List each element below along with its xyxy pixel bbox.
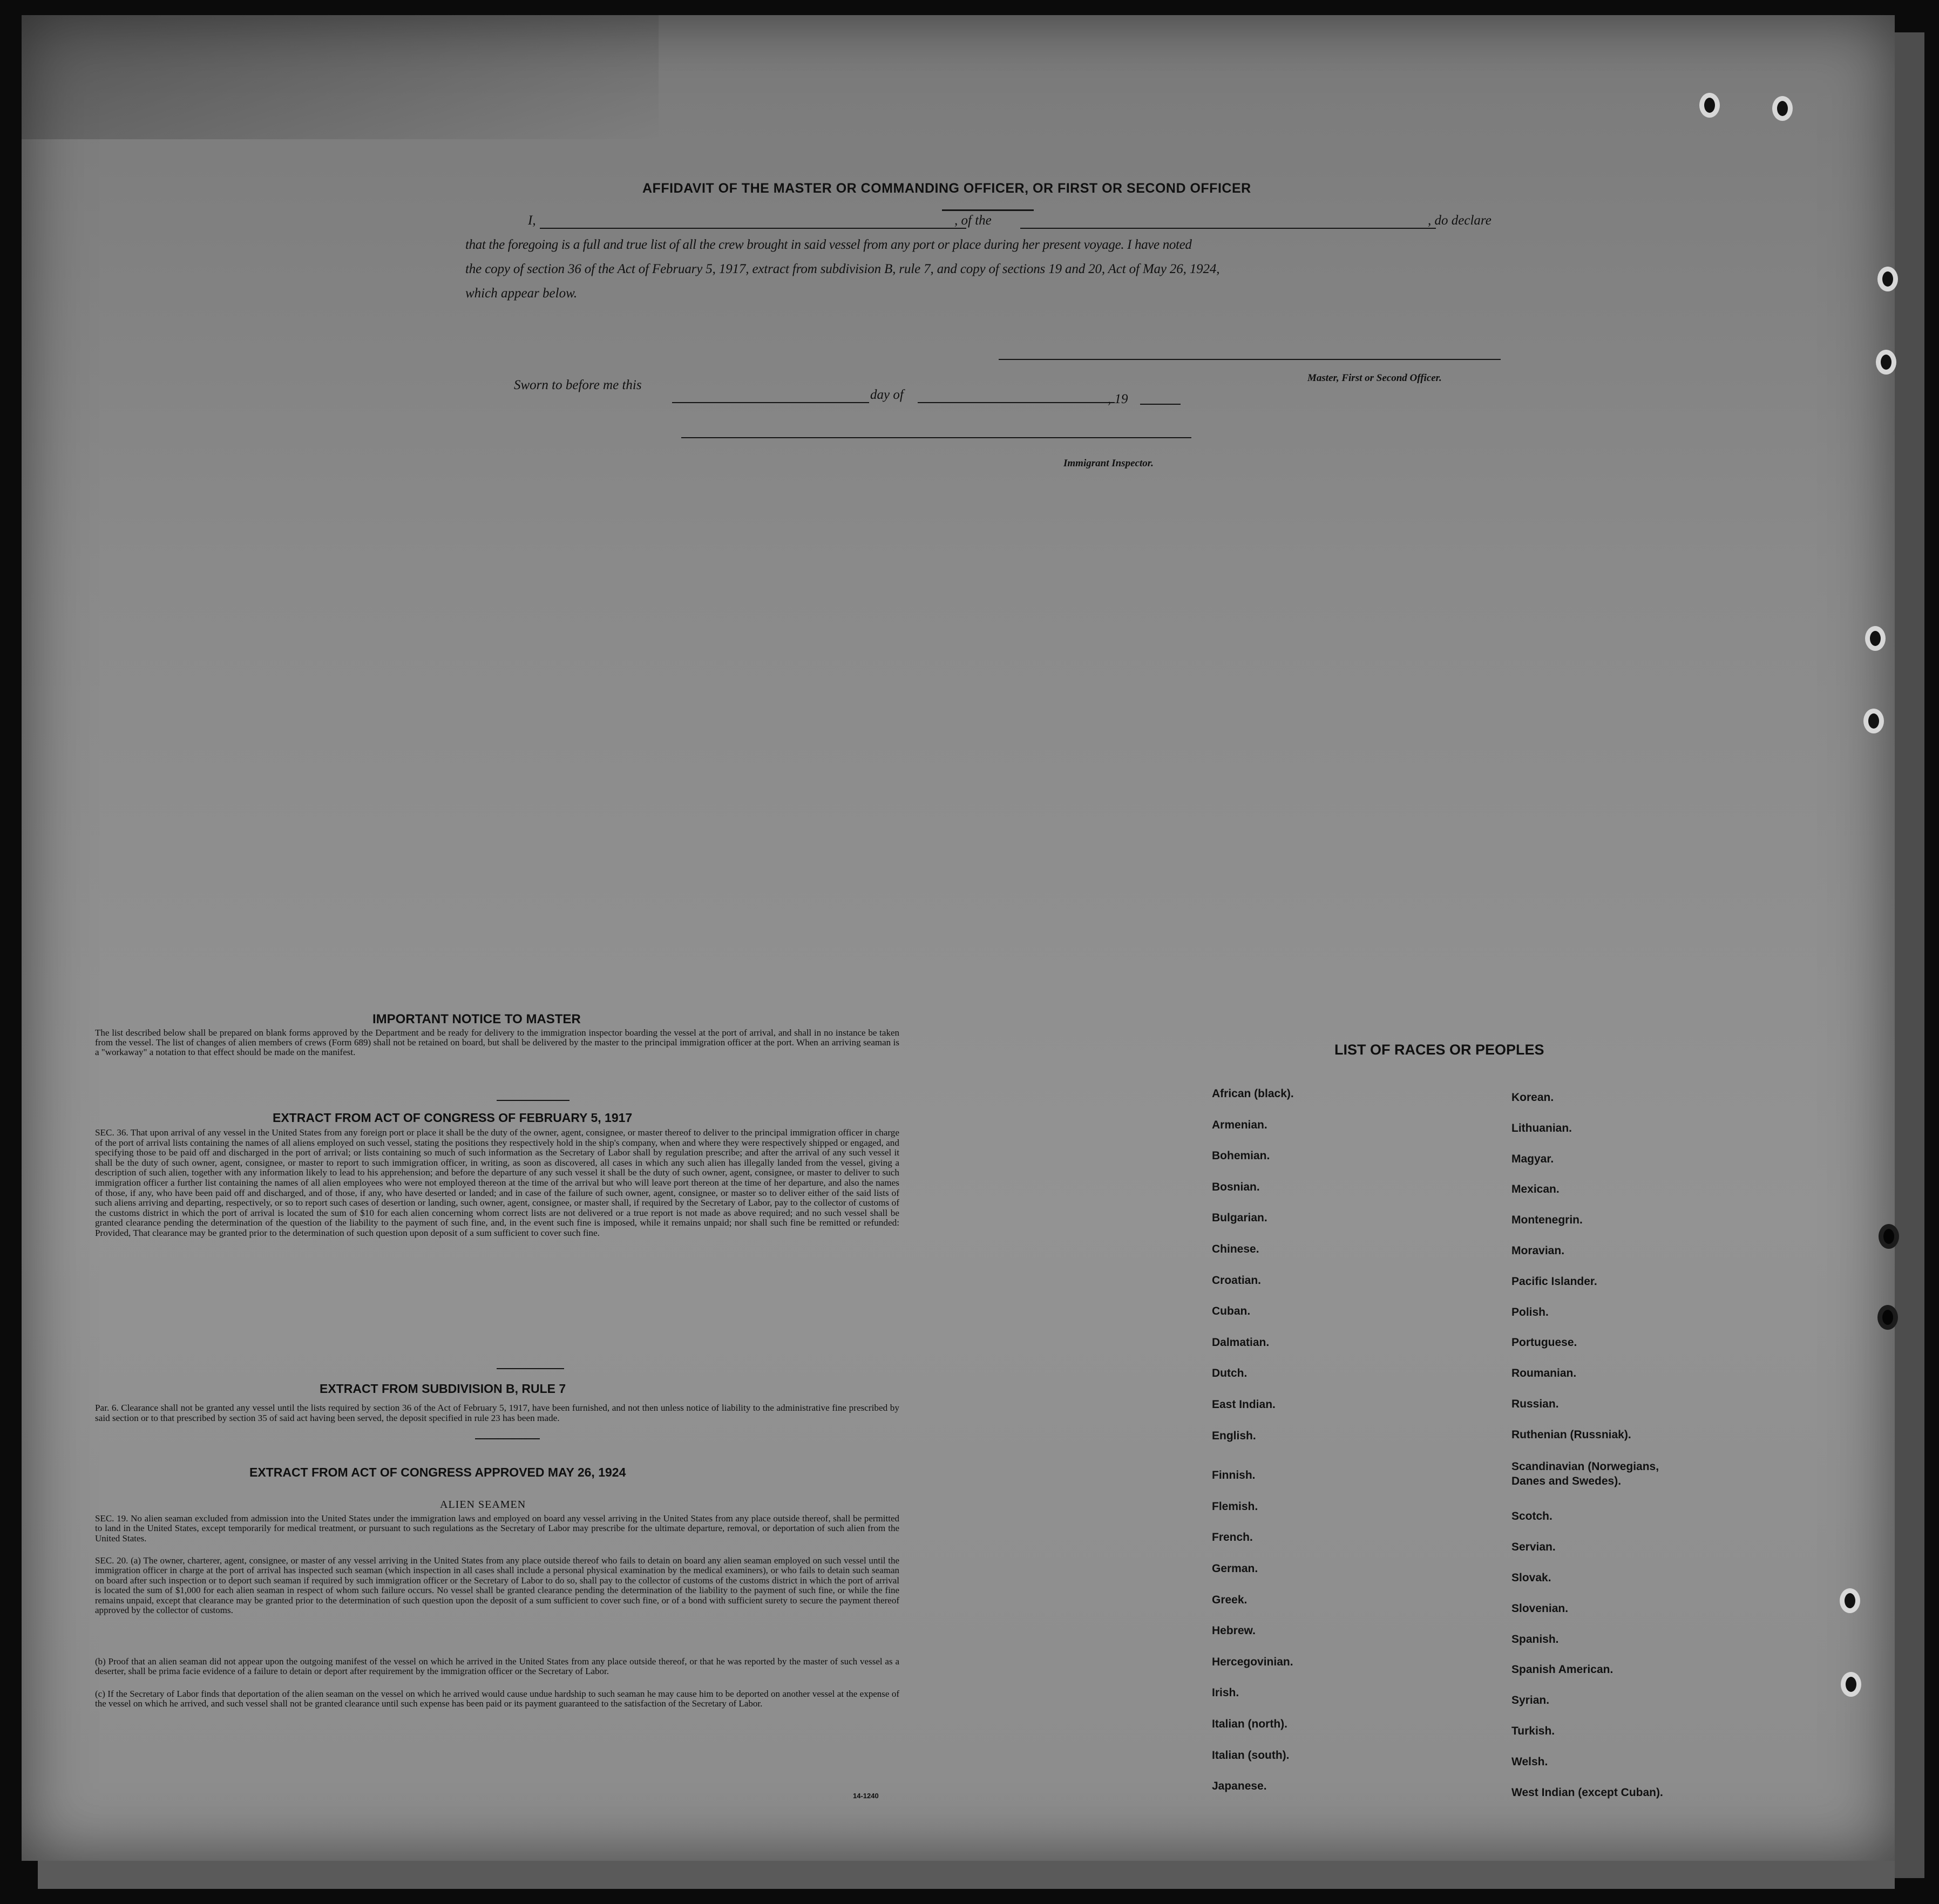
inspector-signature-line (681, 437, 1191, 438)
race-item: Croatian. (1212, 1274, 1262, 1287)
notice-title: IMPORTANT NOTICE TO MASTER (372, 1012, 581, 1026)
binder-hole-right-6 (1877, 1305, 1898, 1330)
affidavit-title: AFFIDAVIT OF THE MASTER OR COMMANDING OFFICER, OR FIRST OR SECOND OFFICER (642, 181, 1251, 196)
race-item: Slovenian. (1511, 1602, 1569, 1615)
race-item: African (black). (1212, 1087, 1294, 1100)
binder-hole-right-3 (1865, 626, 1886, 651)
race-item: Korean. (1511, 1091, 1554, 1104)
sworn-label: Sworn to before me this (514, 378, 642, 392)
race-item: West Indian (except Cuban). (1511, 1786, 1663, 1799)
year-label: , 19 (1108, 392, 1128, 406)
race-item: English. (1212, 1429, 1256, 1442)
rule-7-divider (475, 1438, 540, 1439)
form-number: 14-1240 (853, 1792, 879, 1800)
race-item: Hebrew. (1212, 1624, 1256, 1637)
race-item: Magyar. (1511, 1152, 1554, 1165)
race-item: Servian. (1511, 1541, 1556, 1554)
affidavit-line-3: which appear below. (465, 286, 578, 301)
race-item: Montenegrin. (1511, 1214, 1583, 1227)
binder-hole-right-1 (1877, 267, 1898, 291)
affidavit-of-the: , of the (954, 213, 992, 228)
binder-hole-right-4 (1863, 709, 1884, 733)
binder-hole-right-2 (1876, 350, 1896, 375)
races-title: LIST OF RACES OR PEOPLES (1334, 1042, 1544, 1058)
race-item: Moravian. (1511, 1245, 1565, 1257)
race-item: Hercegovinian. (1212, 1655, 1293, 1668)
race-item: Turkish. (1511, 1725, 1555, 1737)
race-item: Russian. (1511, 1398, 1559, 1410)
race-item: Roumanian. (1511, 1367, 1577, 1380)
binder-hole-top-2 (1772, 96, 1793, 121)
affidavit-do-declare: , do declare (1428, 213, 1491, 228)
rule-7-body: Par. 6. Clearance shall not be granted any vessel until the lists required by section 36 of the Act of February 5, 1917, have been furnished, and not then unless notice of liability to the administrative fine prescribed by said section or to that prescribed by section 35 of said act having been served, the deposit specified in rule 23 has been made. (95, 1403, 899, 1423)
master-label: Master, First or Second Officer. (1307, 372, 1442, 384)
notice-divider (497, 1100, 570, 1101)
binder-hole-right-5 (1879, 1224, 1899, 1249)
race-item: Greek. (1212, 1593, 1248, 1606)
race-item: Pacific Islander. (1511, 1275, 1597, 1288)
title-underline (942, 209, 1034, 211)
extract-1917-title: EXTRACT FROM ACT OF CONGRESS OF FEBRUARY 5, 1917 (273, 1111, 633, 1125)
day-of-label: day of (870, 387, 904, 402)
sec-19-body: SEC. 19. No alien seaman excluded from admission into the United States under the immigration laws and employed on board any vessel arriving in the United States from any place outside thereof, shall be permitted to land in the United States, except temporarily for medical treatment, or pursuant to such regulations as the Secretary of Labor may prescribe for the ultimate departure, removal, or deportation of such alien from the United States. (95, 1513, 899, 1543)
race-item: Cuban. (1212, 1305, 1251, 1318)
vessel-blank-line (1020, 228, 1436, 229)
race-item: Italian (north). (1212, 1718, 1287, 1730)
race-item: Ruthenian (Russniak). (1511, 1428, 1631, 1441)
binder-hole-right-8 (1841, 1672, 1861, 1697)
extract-1917-body: SEC. 36. That upon arrival of any vessel in the United States from any foreign port or place it shall be the duty of the owner, agent, consignee, or master thereof to deliver to the principal immigration officer in charge of the port of arrival lists containing the names of all aliens employed on such vessel, stating the positions they respectively hold in the ship's company, when and where they were respectively shipped or engaged, and specifying those to be paid off and discharged in the port of arrival; or lists containing so much of such information as the Secretary of Labor shall by regulation prescribe; and after the arrival of any such vessel it shall be the duty of such owner, agent, consignee, or master to report to such immigration officer, in writing, as soon as discovered, all cases in which any such alien has illegally landed from the vessel, giving a description of such alien, together with any information likely to lead to his apprehension; and before the departure of any such vessel it shall be the duty of such owner, agent, consignee, or master to deliver to such immigration officer a further list containing the names of all alien employees who were not employed thereon at the time of the arrival but who will leave port thereon at the time of her departure, and also the names of those, if any, who have been paid off and discharged, and of those, if any, who have deserted or landed; and in case of the failure of such owner, agent, consignee, or master so to deliver either of the said lists of such aliens arriving and departing, respectively, or so to report such cases of desertion or landing, such owner, agent, consignee, or master shall, if required by the Secretary of Labor, pay to the collector of customs of the customs district in which the port of arrival is located the sum of $10 for each alien concerning whom correct lists are not delivered or a true report is not made as above required; and no such vessel shall be granted clearance pending the determination of the question of the liability to the payment of such fine, and, in the event such fine is imposed, while it remains unpaid; nor shall such fine be remitted or refunded: Provided, That clearance may be granted prior to the determination of such question upon deposit of a sum sufficient to cover such fine. (95, 1127, 899, 1238)
inspector-label: Immigrant Inspector. (1063, 458, 1154, 469)
race-item: Polish. (1511, 1305, 1549, 1318)
race-item: Irish. (1212, 1687, 1239, 1699)
race-item: Italian (south). (1212, 1749, 1290, 1762)
affidavit-line-2: the copy of section 36 of the Act of February 5, 1917, extract from subdivision B, rule 7, and copy of sections 19 and 20, Act of May 26, 1924, (465, 262, 1220, 276)
race-item: Lithuanian. (1511, 1121, 1572, 1134)
extract-1917-divider (497, 1368, 564, 1369)
race-item: Flemish. (1212, 1500, 1258, 1513)
race-item: Finnish. (1212, 1469, 1256, 1482)
underlying-sheet-bottom (38, 1857, 1895, 1889)
affidavit-i: I, (528, 213, 536, 228)
affidavit-line-1: that the foregoing is a full and true list of all the crew brought in said vessel from any port or place during her present voyage. I have noted (465, 237, 1192, 252)
rule-7-title: EXTRACT FROM SUBDIVISION B, RULE 7 (320, 1382, 566, 1396)
race-item: Spanish American. (1511, 1663, 1613, 1676)
binder-hole-right-7 (1840, 1588, 1860, 1613)
name-blank-line (540, 228, 966, 229)
race-item: Chinese. (1212, 1243, 1259, 1255)
race-item: Portuguese. (1511, 1336, 1577, 1349)
extract-1924-subtitle: ALIEN SEAMEN (440, 1499, 526, 1511)
master-signature-line (999, 359, 1501, 360)
race-item: Syrian. (1511, 1694, 1550, 1707)
race-item: Welsh. (1511, 1755, 1548, 1768)
binder-hole-top-1 (1699, 93, 1720, 118)
sec-20a-body: SEC. 20. (a) The owner, charterer, agent, consignee, or master of any vessel arriving in the United States from any place outside thereof who fails to detain on board any alien seaman employed on such vessel until the immigration officer in charge at the port of arrival has inspected such seaman (which inspection in all cases shall include a personal physical examination by the medical examiners), or who fails to detain such seaman on board after such inspection or to deport such seaman if required by such immigration officer or the Secretary of Labor to do so, shall pay to the collector of customs of the customs district in which the port of arrival is located the sum of $1,000 for each alien seaman in respect of whom such failure occurs. No vessel shall be granted clearance pending the determination of the liability to the payment of such fine, or while the fine remains unpaid, except that clearance may be granted prior to the determination of such question upon the deposit of a sum sufficient to cover such fine, or of a bond with sufficient surety to secure the payment thereof approved by the collector of customs. (95, 1555, 899, 1616)
sec-20b-body: (b) Proof that an alien seaman did not appear upon the outgoing manifest of the vessel on which he arrived in the United States from any place outside thereof, or that he was reported by the master of such vessel as a deserter, shall be prima facie evidence of a failure to detain or deport after requirement by the immigration officer or the Secretary of Labor. (95, 1656, 899, 1677)
sworn-month-line (918, 402, 1115, 403)
race-item: Scotch. (1511, 1510, 1552, 1523)
race-item: Mexican. (1511, 1183, 1560, 1196)
race-item: French. (1212, 1531, 1253, 1544)
race-item: Armenian. (1212, 1118, 1267, 1131)
sec-20c-body: (c) If the Secretary of Labor finds that deportation of the alien seaman on the vessel on which he arrived would cause undue hardship to such seaman he may cause him to be deported on another vessel at the expense of the vessel on which he arrived, and such vessel shall not be granted clearance until such expense has been paid or its payment guaranteed to the satisfaction of the Secretary of Labor. (95, 1689, 899, 1709)
year-blank-line (1140, 404, 1181, 405)
race-item: Dalmatian. (1212, 1336, 1270, 1349)
extract-1924-title: EXTRACT FROM ACT OF CONGRESS APPROVED MAY 26, 1924 (249, 1465, 626, 1479)
race-item: Bohemian. (1212, 1150, 1270, 1162)
page-fold-shadow (22, 15, 659, 139)
sworn-day-line (672, 402, 869, 403)
race-item: Spanish. (1511, 1633, 1559, 1645)
race-item: Bosnian. (1212, 1180, 1260, 1193)
race-item: Dutch. (1212, 1367, 1248, 1380)
notice-body: The list described below shall be prepared on blank forms approved by the Department and be ready for delivery to the immigration inspector boarding the vessel at the port of arrival, and shall in no instance be taken from the vessel. The list of changes of alien members of crews (Form 689) shall not be retained on board, but shall be delivered by the master to the principal immigration officer at the port. When an arriving seaman is a "workaway" a notation to that effect should be made on the manifest. (95, 1028, 899, 1057)
race-item: Bulgarian. (1212, 1212, 1267, 1225)
race-item: Slovak. (1511, 1572, 1551, 1584)
race-item: East Indian. (1212, 1398, 1276, 1411)
race-item: German. (1212, 1562, 1258, 1575)
race-item: Scandinavian (Norwegians, Danes and Swedes). (1511, 1460, 1659, 1487)
race-item: Japanese. (1212, 1780, 1267, 1793)
